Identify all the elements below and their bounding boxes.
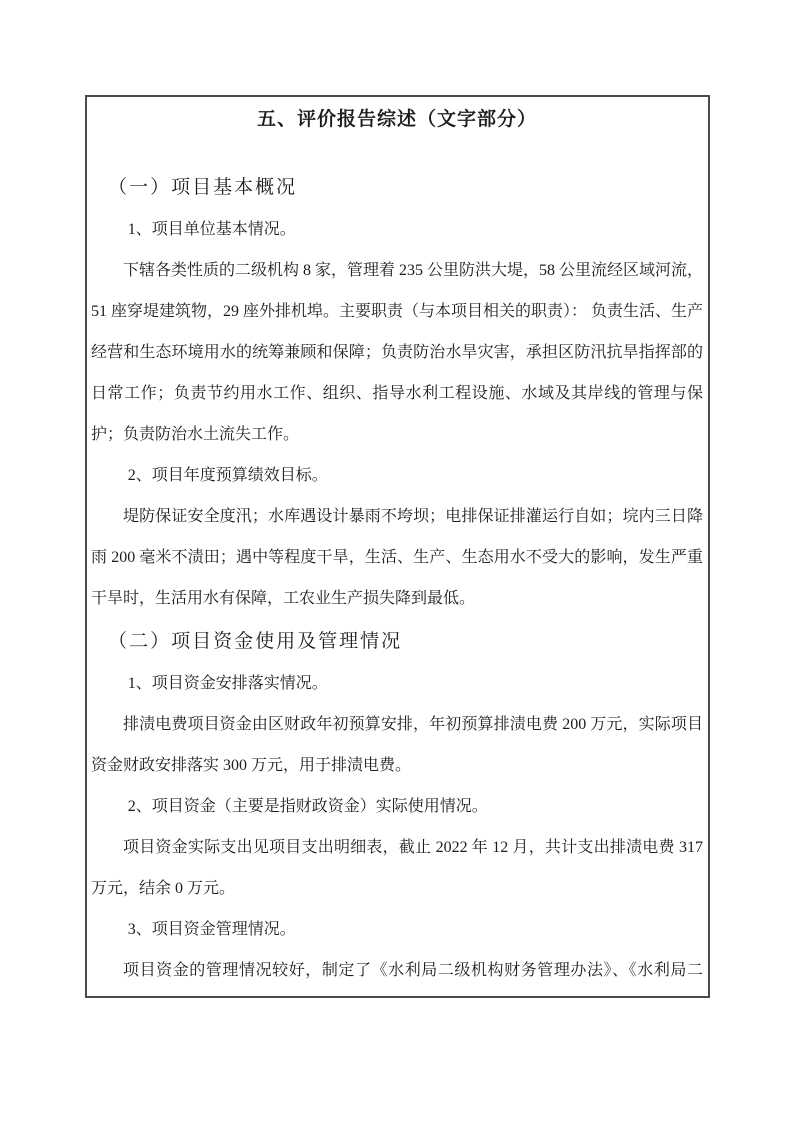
subsection-item: 2、项目年度预算绩效目标。 (127, 467, 328, 484)
subsection-item: 1、项目单位基本情况。 (127, 221, 296, 238)
report-frame (85, 95, 710, 998)
paragraph: 下辖各类性质的二级机构 8 家，管理着 235 公里防洪大堤，58 公里流经区域河流，51 座穿堤建筑物，29 座外排机埠。主要职责（与本项目相关的职责）： 负责生活、生产经营和生态环境用水的统筹兼顾和保障；负责防治水旱灾害，承担区防汛抗旱指挥部的日常工作；负责节约用水工作、组织、指导水利工程设施、水域及其岸线的管理与保护；负责防治水土流失工作。 (91, 262, 704, 443)
section-heading-project-overview: （一）项目基本概况 (108, 177, 298, 198)
paragraph: 堤防保证安全度汛；水库遇设计暴雨不垮坝；电排保证排灌运行自如；垸内三日降雨 200 毫米不渍田；遇中等程度干旱，生活、生产、生态用水不受大的影响，发生严重干旱时，生活用水有保障，工农业生产损失降到最低。 (91, 508, 703, 607)
subsection-item: 1、项目资金安排落实情况。 (127, 675, 328, 692)
report-title: 五、评价报告综述（文字部分） (256, 109, 537, 130)
paragraph-truncated: 项目资金的管理情况较好，制定了《水利局二级机构财务管理办法》、《水利局二 (123, 962, 703, 979)
subsection-item: 2、项目资金（主要是指财政资金）实际使用情况。 (127, 798, 488, 815)
subsection-item: 3、项目资金管理情况。 (127, 921, 296, 938)
paragraph: 项目资金实际支出见项目支出明细表，截止 2022 年 12 月，共计支出排渍电费 317 万元，结余 0 万元。 (91, 839, 703, 897)
paragraph: 排渍电费项目资金由区财政年初预算安排，年初预算排渍电费 200 万元，实际项目资金财政安排落实 300 万元，用于排渍电费。 (91, 716, 703, 774)
section-heading-funds-usage: （二）项目资金使用及管理情况 (108, 631, 403, 652)
